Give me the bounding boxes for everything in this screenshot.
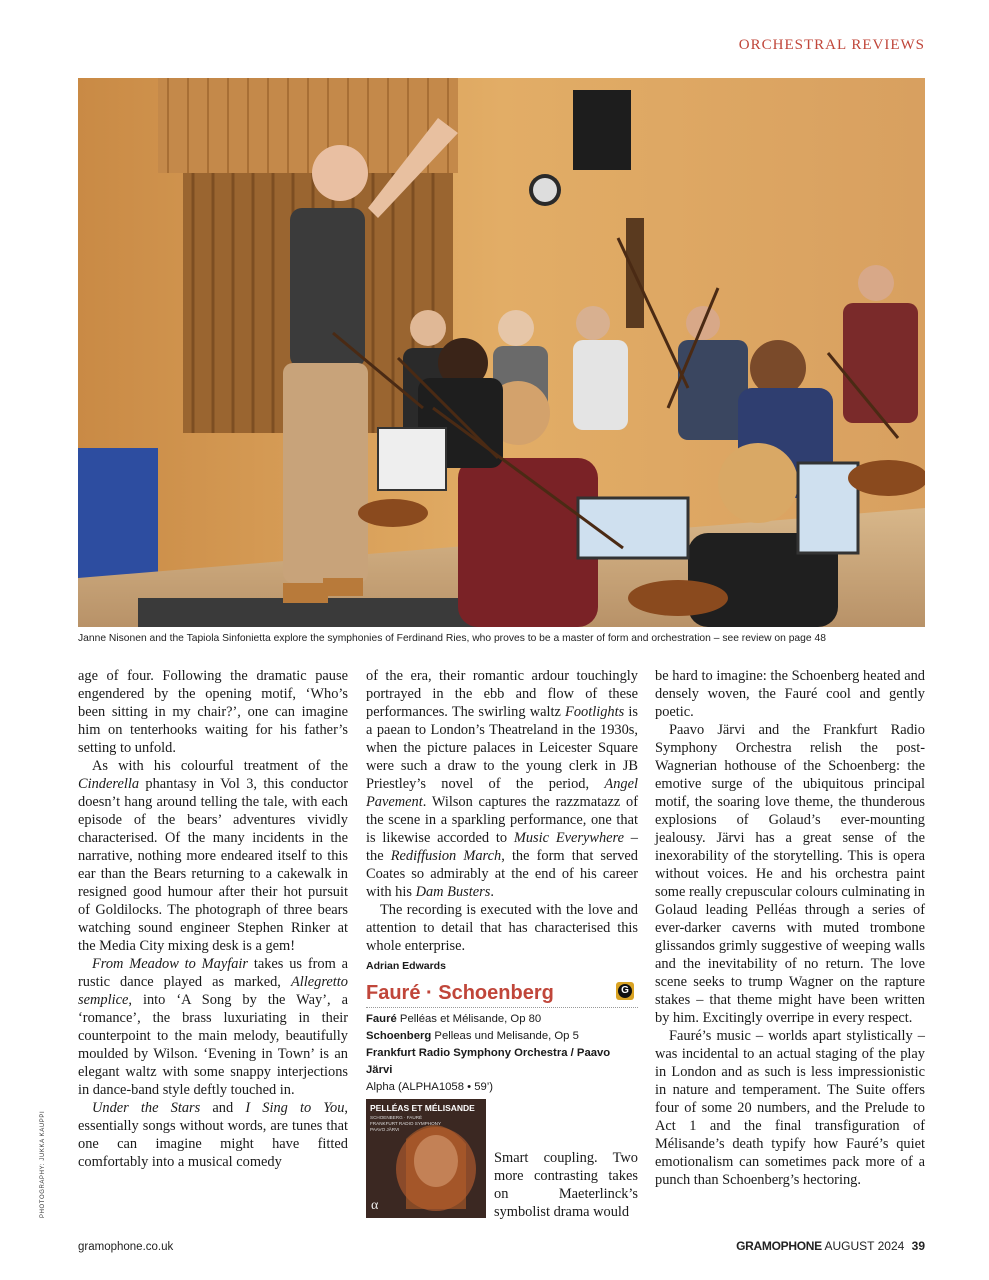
column-1 [78,667,348,1171]
paragraph: Paavo Järvi and the Frankfurt Radio Symphony Orchestra relish the post-Wagnerian hothouse of the Schoenberg: the emotive surge of the ubiquitous principal motif, the soaring love theme, the thunderous explosions of Golaud’s ever-mounting jealousy. Järvi has a great sense of the inexorability of the storytelling. This is opera without voices. He and his orchestra paint some really crepuscular colours culminating in Golaud leading Pelléas through a series of ever-darker caverns with muted trombone glissandos grimly suggestive of weeping walls and the inevitability of no return. The love scene seeks to trump Wagner on the rapture stakes – that theme might have been written by him. Excitingly overripe in every respect. [655,722,925,1026]
review-meta: Fauré Pelléas et Mélisande, Op 80 Schoenberg Pelleas und Melisande, Op 5 Frankfurt Radio Symphony Orchestra / Paavo Järvi Alpha (ALPHA1058 • 59’) [366,1013,611,1093]
photo-caption: Janne Nisonen and the Tapiola Sinfonietta explore the symphonies of Ferdinand Ries, who proves to be a master of form and orchestration – see review on page 48 [78,633,826,644]
footer-website: gramophone.co.uk [78,1241,174,1253]
review-title: Fauré · Schoenberg [366,982,638,1008]
cover-title: PELLÉAS ET MÉLISANDE [370,1103,475,1113]
paragraph: be hard to imagine: the Schoenberg heated and densely woven, the Fauré cool and gently poetic. [655,668,925,720]
review-body-start: Smart coupling. Two more contrasting takes on Maeterlinck’s symbolist drama would [494,1150,638,1220]
paragraph: As with his colourful treatment of the Cinderella phantasy in Vol 3, this conductor doesn’t hang around telling the tale, with each episode of the bears’ adventures vividly characterised. Of the many incidents in the narrative, nothing more endeared itself to this ear than the Bears returning to a cakewalk in resigned good humour after their hot pursuit of Goldilocks. The photograph of three bears watching sound engineer Stephen Rinker at the Media City mixing desk is a gem! [78,758,348,954]
paragraph: age of four. Following the dramatic pause engendered by the opening motif, ‘Who’s been sitting in my chair?’, one can imagine him on tenterhooks waiting for his father’s setting to unfold. [78,668,348,756]
footer-brand: GRAMOPHONE [736,1239,822,1253]
photo-credit: PHOTOGRAPHY: JUKKA KAUPPI [40,1110,46,1218]
reviewer-signature: Adrian Edwards [366,960,446,972]
cover-subtitle: SCHOENBERG · FAURÉ FRANKFURT RADIO SYMPHONY PAAVO JÄRVI [370,1115,442,1132]
column-3 [655,667,925,1189]
paragraph: From Meadow to Mayfair takes us from a rustic dance played as marked, Allegretto semplice, into ‘A Song by the Way’, a ‘romance’, the brass luxuriating in their counterpoint to the main melody, beautifully moulded by Wilson. ‘Evening in Town’ is an elegant waltz with some snappy interjections in dance-band style deftly touched in. [78,956,348,1098]
footer-date: AUGUST 2024 [824,1239,905,1253]
alpha-logo: α [371,1198,379,1213]
gramophone-choice-badge-icon: G [616,982,634,1000]
orchestra-photo [78,78,925,627]
paragraph: Fauré’s music – worlds apart stylistically – was incidental to an actual staging of the play in London and as such is less impressionistic in nature and temperament. The Suite offers four of some 20 numbers, and the Prelude to Act 1 and the final transfiguration of Mélisande’s death typify how Fauré’s quiet emotionalism can sometimes pack more of a punch than Schoenberg’s hectoring. [655,1028,925,1188]
footer-issue [736,1239,925,1253]
paragraph: Under the Stars and I Sing to You, essentially songs without words, are tunes that one can imagine might have fitted comfortably into a musical comedy [78,1100,348,1170]
page-number: 39 [911,1239,925,1253]
review-header [366,982,638,1096]
album-cover [366,1099,486,1218]
paragraph: The recording is executed with the love and attention to detail that has characterised this whole enterprise. [366,902,638,954]
paragraph: of the era, their romantic ardour touchingly portrayed in the ebb and flow of these performances. The swirling waltz Footlights is a paean to London’s Theatreland in the 1930s, when the picture palaces in Leicester Square were such a draw to the young clerk in JB Priestley’s novel of the period, Angel Pavement. Wilson captures the razzmatazz of the scene in a sparkling performance, one that is likewise accorded to Music Everywhere – the Rediffusion March, the form that served Coates so admirably at the end of his career with his Dam Busters. [366,668,639,900]
column-2 [366,667,638,975]
section-title: ORCHESTRAL REVIEWS [738,37,925,53]
